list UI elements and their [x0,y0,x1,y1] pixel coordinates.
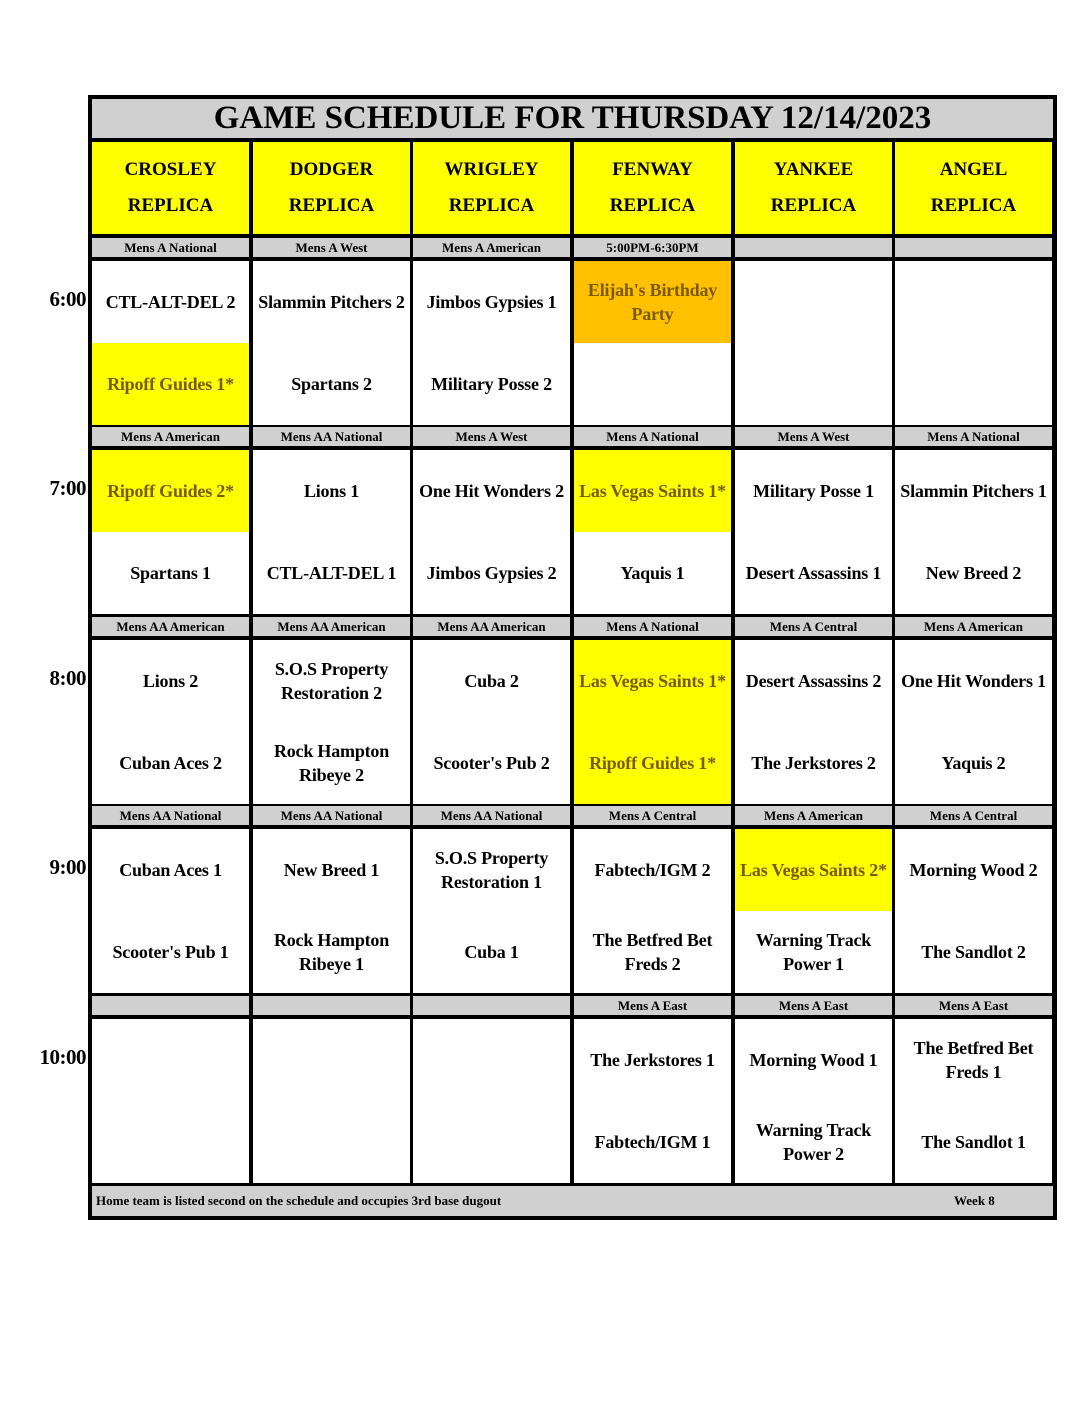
time-label: 8:00 [49,666,86,690]
field-name: CROSLEY [124,159,217,180]
game-team-cell [92,1019,249,1101]
game-team-cell: Cuban Aces 1 [92,829,249,911]
game-team-cell: Scooter's Pub 1 [92,911,249,993]
game-team-cell: The Betfred Bet Freds 1 [895,1019,1052,1101]
game-team-cell: Cuba 1 [413,911,570,993]
field-subtitle: REPLICA [448,195,535,216]
game-team-cell: One Hit Wonders 2 [413,450,570,532]
page-title: GAME SCHEDULE FOR THURSDAY 12/14/2023 [92,99,1053,138]
game-team-cell [413,1101,570,1183]
field-name: ANGEL [939,159,1008,180]
game-team-cell [574,343,731,425]
game-team-cell: Fabtech/IGM 1 [574,1101,731,1183]
division-label: Mens A West [735,427,892,446]
time-label: 7:00 [49,476,86,500]
field-header [735,142,892,234]
time-label: 6:00 [49,287,86,311]
field-subtitle: REPLICA [930,195,1017,216]
game-team-cell: Military Posse 1 [735,450,892,532]
footer-bar [92,1186,1053,1216]
game-team-cell: Morning Wood 1 [735,1019,892,1101]
game-team-cell: Yaquis 2 [895,722,1052,804]
division-label [253,996,410,1015]
game-team-cell [895,343,1052,425]
game-team-cell: CTL-ALT-DEL 2 [92,261,249,343]
game-team-cell [253,1101,410,1183]
game-team-cell [735,261,892,343]
game-team-cell: Military Posse 2 [413,343,570,425]
field-name: YANKEE [773,159,854,180]
division-label: Mens A Central [735,617,892,636]
game-team-cell: The Jerkstores 2 [735,722,892,804]
game-team-cell: Desert Assassins 2 [735,640,892,722]
division-label: Mens A Central [895,806,1052,825]
game-team-cell: Ripoff Guides 2* [92,450,249,532]
division-label: Mens AA National [253,427,410,446]
division-label: Mens A National [92,238,249,257]
field-header [413,142,570,234]
game-team-cell: S.O.S Property Restoration 1 [413,829,570,911]
footer-note: Home team is listed second on the schedule and occupies 3rd base dugout [96,1193,502,1208]
field-subtitle: REPLICA [127,195,214,216]
division-label [413,996,570,1015]
division-label: Mens A American [92,427,249,446]
division-label: Mens A National [574,617,731,636]
game-team-cell: Jimbos Gypsies 2 [413,532,570,614]
schedule-table [88,95,1057,1220]
field-subtitle: REPLICA [288,195,375,216]
game-team-cell: Warning Track Power 2 [735,1101,892,1183]
division-label: Mens A American [735,806,892,825]
game-team-cell [413,1019,570,1101]
division-label: Mens AA American [413,617,570,636]
division-label: Mens A East [574,996,731,1015]
division-label: Mens A National [574,427,731,446]
game-team-cell: Warning Track Power 1 [735,911,892,993]
game-team-cell: Spartans 1 [92,532,249,614]
game-team-cell: Lions 1 [253,450,410,532]
division-label: Mens A American [413,238,570,257]
game-team-cell: Jimbos Gypsies 1 [413,261,570,343]
game-team-cell: Las Vegas Saints 1* [574,450,731,532]
division-label: Mens AA American [92,617,249,636]
game-team-cell: Ripoff Guides 1* [92,343,249,425]
game-team-cell: CTL-ALT-DEL 1 [253,532,410,614]
division-label: 5:00PM-6:30PM [574,238,731,257]
division-label: Mens A West [413,427,570,446]
division-label: Mens A National [895,427,1052,446]
division-label: Mens AA National [413,806,570,825]
field-name: WRIGLEY [444,159,539,180]
field-header [92,142,249,234]
week-label: Week 8 [954,1193,995,1208]
division-label: Mens A East [895,996,1052,1015]
division-label: Mens AA National [253,806,410,825]
division-label: Mens AA American [253,617,410,636]
game-team-cell: Rock Hampton Ribeye 2 [253,722,410,804]
game-team-cell: The Sandlot 2 [895,911,1052,993]
game-team-cell: New Breed 2 [895,532,1052,614]
game-team-cell: Ripoff Guides 1* [574,722,731,804]
game-team-cell [895,261,1052,343]
game-team-cell: Cuba 2 [413,640,570,722]
division-label: Mens A East [735,996,892,1015]
game-team-cell: New Breed 1 [253,829,410,911]
division-label: Mens AA National [92,806,249,825]
time-label: 10:00 [39,1045,86,1069]
game-team-cell: Lions 2 [92,640,249,722]
division-label [92,996,249,1015]
time-label: 9:00 [49,855,86,879]
game-team-cell: Morning Wood 2 [895,829,1052,911]
field-name: DODGER [289,159,374,180]
division-label: Mens A American [895,617,1052,636]
game-team-cell: One Hit Wonders 1 [895,640,1052,722]
field-name: FENWAY [612,159,693,180]
game-team-cell [735,343,892,425]
game-team-cell: Desert Assassins 1 [735,532,892,614]
division-label [895,238,1052,257]
game-team-cell: Elijah's Birthday Party [574,261,731,343]
field-header [574,142,731,234]
game-team-cell [92,1101,249,1183]
game-team-cell: Rock Hampton Ribeye 1 [253,911,410,993]
game-team-cell: Cuban Aces 2 [92,722,249,804]
game-team-cell: Slammin Pitchers 2 [253,261,410,343]
game-team-cell: Las Vegas Saints 1* [574,640,731,722]
game-team-cell: Spartans 2 [253,343,410,425]
field-header [253,142,410,234]
game-team-cell: The Jerkstores 1 [574,1019,731,1101]
game-team-cell: Yaquis 1 [574,532,731,614]
game-team-cell: The Sandlot 1 [895,1101,1052,1183]
division-label: Mens A Central [574,806,731,825]
game-team-cell: S.O.S Property Restoration 2 [253,640,410,722]
field-subtitle: REPLICA [609,195,696,216]
game-team-cell: Las Vegas Saints 2* [735,829,892,911]
field-header [895,142,1052,234]
game-team-cell: Slammin Pitchers 1 [895,450,1052,532]
game-team-cell: Scooter's Pub 2 [413,722,570,804]
division-label [735,238,892,257]
field-subtitle: REPLICA [770,195,857,216]
game-team-cell [253,1019,410,1101]
game-team-cell: Fabtech/IGM 2 [574,829,731,911]
division-label: Mens A West [253,238,410,257]
game-team-cell: The Betfred Bet Freds 2 [574,911,731,993]
